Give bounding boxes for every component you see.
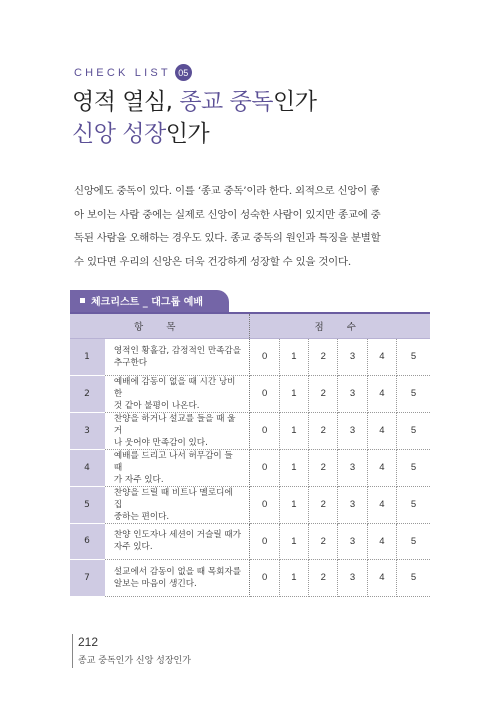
- score-option[interactable]: 4: [367, 523, 396, 560]
- score-option[interactable]: 3: [338, 375, 367, 412]
- item-line: 중하는 편이다.: [113, 511, 170, 522]
- row-item-text: [104, 449, 250, 486]
- score-option[interactable]: 1: [279, 375, 308, 412]
- score-option[interactable]: 4: [367, 375, 396, 412]
- row-number: 7: [70, 560, 104, 597]
- score-option[interactable]: 2: [309, 560, 338, 597]
- checklist-tab-label: 체크리스트 _ 대그룹 예배: [91, 297, 204, 308]
- score-option[interactable]: 3: [338, 523, 367, 560]
- score-option[interactable]: 2: [309, 523, 338, 560]
- score-option[interactable]: 4: [367, 560, 396, 597]
- score-option[interactable]: 0: [250, 449, 279, 486]
- row-number: 4: [70, 449, 104, 486]
- score-option[interactable]: 0: [250, 523, 279, 560]
- score-option[interactable]: 3: [338, 339, 367, 376]
- score-option[interactable]: 1: [279, 449, 308, 486]
- title-part: 영적 열심,: [72, 89, 180, 115]
- score-option[interactable]: 3: [338, 560, 367, 597]
- score-option[interactable]: 0: [250, 560, 279, 597]
- table-row: [70, 486, 430, 523]
- row-number: 2: [70, 375, 104, 412]
- row-number: 3: [70, 412, 104, 449]
- title-part-accent: 신앙 성장: [72, 121, 166, 147]
- check-list-heading: [74, 64, 192, 81]
- score-option[interactable]: 0: [250, 486, 279, 523]
- row-item-text: [104, 523, 250, 560]
- item-line: 찬양을 하거나 설교를 들을 때 울거: [113, 413, 236, 436]
- score-option[interactable]: 0: [250, 375, 279, 412]
- score-option[interactable]: 4: [367, 339, 396, 376]
- score-option[interactable]: 4: [367, 412, 396, 449]
- row-item-text: [104, 339, 250, 376]
- item-line: 영적인 황홀감, 감정적인 만족감을: [113, 345, 242, 356]
- intro-line: 아 보이는 사람 중에는 실제로 신앙이 성숙한 사람이 있지만 종교에 중: [74, 208, 381, 221]
- score-option[interactable]: 3: [338, 412, 367, 449]
- score-option[interactable]: 2: [309, 412, 338, 449]
- item-line: 자주 있다.: [113, 542, 153, 553]
- title-part-accent: 종교 중독: [179, 89, 273, 115]
- row-item-text: [104, 560, 250, 597]
- score-option[interactable]: 5: [397, 412, 430, 449]
- score-option[interactable]: 5: [397, 523, 430, 560]
- header-score: 점 수: [250, 313, 430, 339]
- row-number: 1: [70, 339, 104, 376]
- intro-paragraph: [74, 180, 430, 274]
- score-option[interactable]: 3: [338, 486, 367, 523]
- item-line: 찬양 인도자나 세션이 거슬릴 때가: [113, 530, 242, 541]
- score-option[interactable]: 3: [338, 449, 367, 486]
- score-option[interactable]: 5: [397, 560, 430, 597]
- check-list-number-badge: 05: [175, 64, 192, 81]
- table-row: [70, 412, 430, 449]
- title-part: 인가: [273, 89, 317, 115]
- item-line: 설교에서 감동이 없을 때 목회자를: [113, 566, 242, 577]
- page-number: 212: [78, 635, 99, 649]
- header-item: 항 목: [70, 313, 250, 339]
- title-line-2: [72, 121, 209, 147]
- checklist-table: [70, 312, 430, 597]
- score-option[interactable]: 5: [397, 375, 430, 412]
- score-option[interactable]: 5: [397, 449, 430, 486]
- score-option[interactable]: 4: [367, 449, 396, 486]
- score-option[interactable]: 1: [279, 523, 308, 560]
- footer-book-title: 종교 중독인가 신앙 성장인가: [78, 656, 191, 666]
- score-option[interactable]: 1: [279, 560, 308, 597]
- title-part: 인가: [165, 121, 210, 147]
- score-option[interactable]: 5: [397, 486, 430, 523]
- score-option[interactable]: 5: [397, 339, 430, 376]
- item-line: 것 같아 불평이 나온다.: [113, 400, 200, 411]
- score-option[interactable]: 2: [309, 375, 338, 412]
- checklist-section: [70, 288, 430, 597]
- square-bullet-icon: [80, 298, 85, 303]
- checklist-tab: [70, 290, 229, 312]
- score-option[interactable]: 0: [250, 339, 279, 376]
- table-header-row: [70, 313, 430, 339]
- table-row: [70, 523, 430, 560]
- table-row: [70, 449, 430, 486]
- score-option[interactable]: 1: [279, 412, 308, 449]
- item-line: 추구한다: [113, 357, 148, 368]
- score-option[interactable]: 2: [309, 449, 338, 486]
- row-item-text: [104, 375, 250, 412]
- score-option[interactable]: 1: [279, 486, 308, 523]
- score-option[interactable]: 2: [309, 339, 338, 376]
- score-option[interactable]: 0: [250, 412, 279, 449]
- intro-line: 수 있다면 우리의 신앙은 더욱 건강하게 성장할 수 있을 것이다.: [74, 255, 351, 268]
- item-line: 나 웃어야 만족감이 있다.: [113, 437, 208, 448]
- check-list-label: CHECK LIST: [74, 66, 171, 79]
- item-line: 예배를 드리고 나서 허무감이 들 때: [113, 450, 233, 473]
- item-line: 가 자주 있다.: [113, 474, 164, 485]
- score-option[interactable]: 4: [367, 486, 396, 523]
- row-item-text: [104, 412, 250, 449]
- intro-line: 신앙에도 중독이 있다. 이를 ‘종교 중독’이라 한다. 외적으로 신앙이 좋: [74, 185, 380, 197]
- intro-line: 독된 사람을 오해하는 경우도 있다. 종교 중독의 원인과 특징을 분별할: [74, 232, 381, 244]
- score-option[interactable]: 2: [309, 486, 338, 523]
- table-row: [70, 375, 430, 412]
- footer-divider: [72, 634, 73, 668]
- score-option[interactable]: 1: [279, 339, 308, 376]
- item-line: 찬양을 드릴 때 비트나 멜로디에 집: [113, 487, 233, 510]
- table-row: [70, 560, 430, 597]
- page-title: [72, 86, 316, 150]
- row-number: 5: [70, 486, 104, 523]
- item-line: 알보는 마음이 생긴다.: [113, 578, 197, 589]
- row-item-text: [104, 486, 250, 523]
- title-line-1: [72, 89, 316, 115]
- item-line: 예배에 감동이 없을 때 시간 낭비한: [113, 376, 236, 399]
- row-number: 6: [70, 523, 104, 560]
- table-row: [70, 339, 430, 376]
